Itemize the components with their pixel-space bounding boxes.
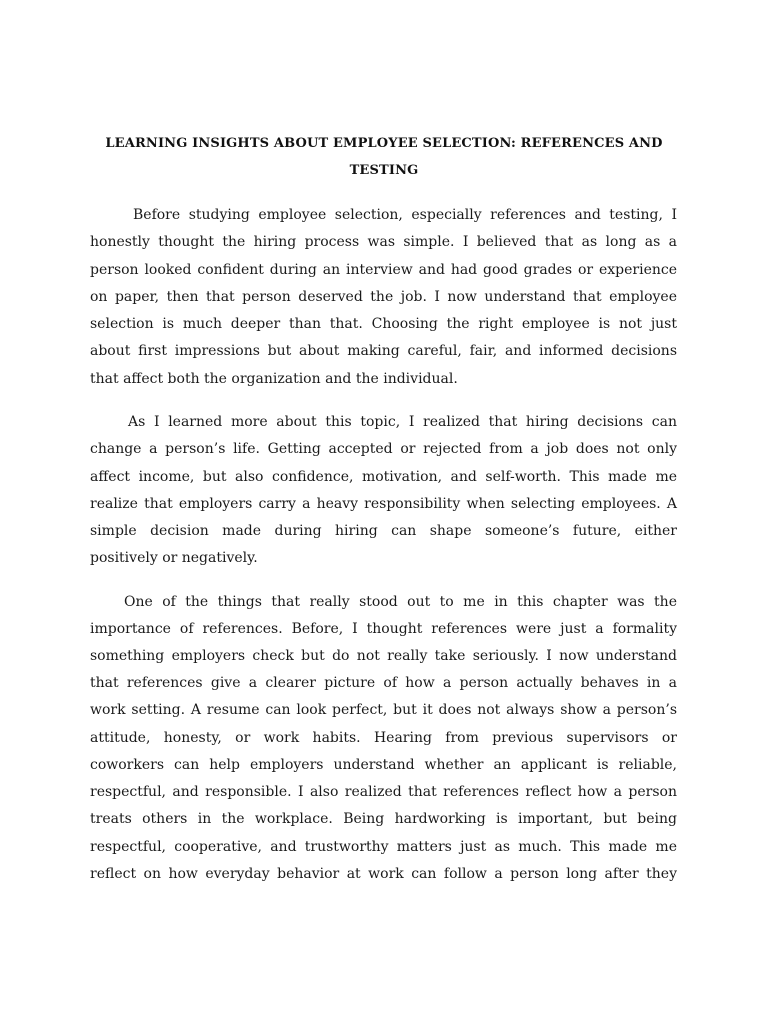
paragraph-1-line-4: on paper, then that person deserved the job. I now understand that employee (90, 289, 677, 305)
paragraph-3-line-4: that references give a clearer picture of how a person actually behaves in a (90, 675, 677, 691)
paragraph-3-line-5: work setting. A resume can look perfect, but it does not always show a person’s (90, 702, 677, 718)
paragraph-3-line-10: respectful, cooperative, and trustworthy matters just as much. This made me (90, 839, 677, 855)
paragraph-2-line-5: simple decision made during hiring can shape someone’s future, either (90, 523, 677, 539)
paragraph-2-line-1: As I learned more about this topic, I realized that hiring decisions can (128, 414, 677, 430)
paragraph-3-line-7: coworkers can help employers understand whether an applicant is reliable, (90, 757, 677, 773)
paragraph-1-line-1: Before studying employee selection, especially references and testing, I (133, 207, 677, 223)
document-title-line-1: LEARNING INSIGHTS ABOUT EMPLOYEE SELECTION: REFERENCES AND (105, 136, 663, 151)
paragraph-3-line-2: importance of references. Before, I thought references were just a formality (90, 621, 677, 637)
paragraph-2-line-2: change a person’s life. Getting accepted or rejected from a job does not only (90, 441, 677, 457)
paragraph-3-line-8: respectful, and responsible. I also realized that references reflect how a person (90, 784, 677, 800)
paragraph-3-line-3: something employers check but do not really take seriously. I now understand (90, 648, 677, 664)
paragraph-2-line-4: realize that employers carry a heavy responsibility when selecting employees. A (90, 496, 677, 512)
document-title-line-2: TESTING (349, 163, 419, 178)
paragraph-3-line-11: reflect on how everyday behavior at work can follow a person long after they (90, 866, 677, 882)
paragraph-3-line-6: attitude, honesty, or work habits. Hearing from previous supervisors or (90, 730, 677, 746)
paragraph-3-line-1: One of the things that really stood out to me in this chapter was the (124, 594, 677, 610)
paragraph-1-line-6: about first impressions but about making careful, fair, and informed decisions (90, 343, 677, 359)
paragraph-2-line-6: positively or negatively. (90, 550, 258, 566)
paragraph-2-line-3: affect income, but also confidence, motivation, and self-worth. This made me (90, 469, 677, 485)
paragraph-1-line-5: selection is much deeper than that. Choosing the right employee is not just (90, 316, 677, 332)
paragraph-1-line-3: person looked confident during an interview and had good grades or experience (90, 262, 677, 278)
paragraph-3-line-9: treats others in the workplace. Being hardworking is important, but being (90, 811, 677, 827)
paragraph-1-line-2: honestly thought the hiring process was simple. I believed that as long as a (90, 234, 677, 250)
paragraph-1-line-7: that affect both the organization and the individual. (90, 371, 458, 387)
